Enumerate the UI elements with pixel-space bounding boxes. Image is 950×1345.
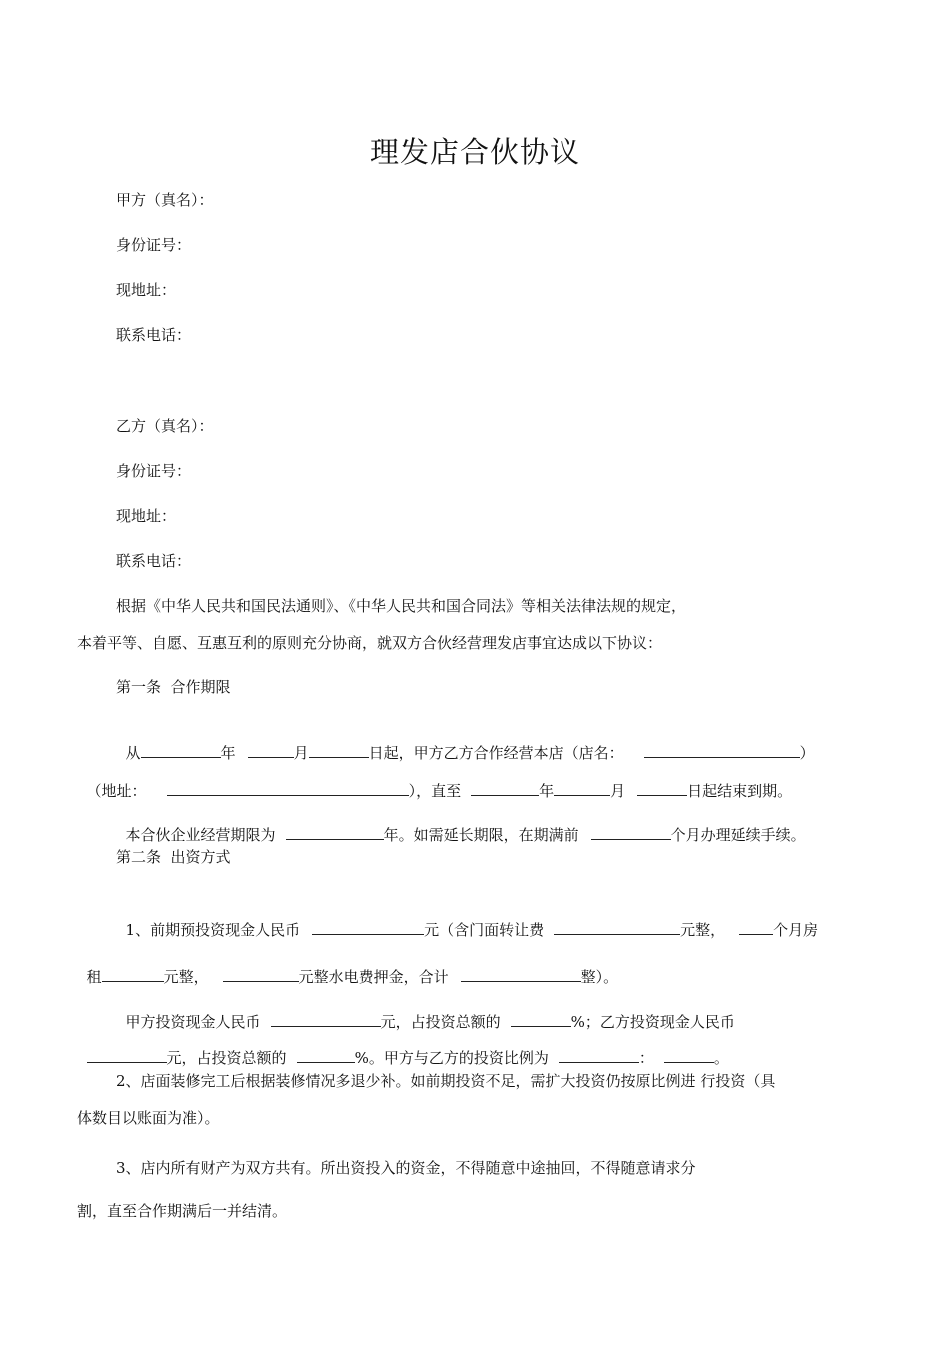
party-b-name-label: 乙方（真名）： xyxy=(116,417,214,435)
article-2-item-2-line-2: 体数目以账面为准）。 xyxy=(77,1109,220,1127)
transfer-fee-blank[interactable] xyxy=(554,920,680,935)
start-month-blank[interactable] xyxy=(248,743,294,758)
term-years-blank[interactable] xyxy=(286,825,384,840)
text-item1-d: 个月房 xyxy=(773,921,819,939)
party-a-address-label: 现地址： xyxy=(116,281,177,299)
text-item1-b: 元（含门面转让费 xyxy=(424,921,545,939)
text-day-start: 日起，甲方乙方合作经营本店（店名： xyxy=(368,744,624,762)
text-renew: 个月办理延续手续。 xyxy=(670,826,806,844)
text-item1-c: 元整， xyxy=(680,921,726,939)
preamble-line-2: 本着平等、自愿、互惠互利的原则充分协商，就双方合伙经营理发店事宜达成以下协议： xyxy=(77,634,663,652)
text-shares-b: 元，占投资总额的 xyxy=(380,1013,501,1031)
end-day-blank[interactable] xyxy=(637,781,687,796)
ratio-a-blank[interactable] xyxy=(559,1048,639,1063)
text-shares-d: 元，占投资总额的 xyxy=(166,1049,287,1067)
text-shares-f: ： xyxy=(638,1049,654,1067)
text-item1-e: 租 xyxy=(86,968,102,986)
sum-total-blank[interactable] xyxy=(461,967,581,982)
text-month: 月 xyxy=(293,744,309,762)
party-b-phone-label: 联系电话： xyxy=(116,552,192,570)
text-day-end: 日起结束到期。 xyxy=(687,782,793,800)
article-2-heading: 第二条 出资方式 xyxy=(116,848,231,866)
party-a-name-label: 甲方（真名）： xyxy=(116,191,214,209)
text-shares-e: %。甲方与乙方的投资比例为 xyxy=(354,1049,549,1067)
preamble-line-1: 根据《中华人民共和国民法通则》、《中华人民共和国合同法》等相关法律法规的规定， xyxy=(116,597,687,615)
article-2-item-1-line-2 xyxy=(77,944,618,988)
ratio-b-blank[interactable] xyxy=(664,1048,714,1063)
text-until: ），直至 xyxy=(408,782,462,800)
text-shares-g: 。 xyxy=(713,1049,729,1067)
text-shares-c: %；乙方投资现金人民币 xyxy=(570,1013,735,1031)
text-close-paren: ） xyxy=(799,744,815,762)
text-shares-a: 甲方投资现金人民币 xyxy=(125,1013,261,1031)
text-extend: 年。如需延长期限，在期满前 xyxy=(383,826,579,844)
renew-months-blank[interactable] xyxy=(591,825,671,840)
start-year-blank[interactable] xyxy=(141,743,221,758)
text-item1-g: 元整水电费押金，合计 xyxy=(298,968,449,986)
party-b-percent-blank[interactable] xyxy=(297,1048,355,1063)
text-term: 本合伙企业经营期限为 xyxy=(125,826,276,844)
party-b-cash-blank[interactable] xyxy=(87,1048,167,1063)
article-1-heading: 第一条 合作期限 xyxy=(116,678,231,696)
text-item1-a: 1、前期预投资现金人民币 xyxy=(125,921,301,939)
party-a-id-label: 身份证号： xyxy=(116,236,192,254)
end-month-blank[interactable] xyxy=(554,781,610,796)
shop-address-blank[interactable] xyxy=(167,781,409,796)
article-2-item-1-line-1 xyxy=(116,897,818,941)
rent-amount-blank[interactable] xyxy=(102,967,164,982)
article-2-shares-line-2 xyxy=(77,1025,729,1069)
text-year: 年 xyxy=(220,744,236,762)
article-1-term-length xyxy=(116,802,806,846)
document-title: 理发店合伙协议 xyxy=(369,135,580,169)
party-a-phone-label: 联系电话： xyxy=(116,326,192,344)
text-from: 从 xyxy=(125,744,141,762)
party-b-id-label: 身份证号： xyxy=(116,462,192,480)
end-year-blank[interactable] xyxy=(471,781,539,796)
article-2-item-2-line-1: 2、店面装修完工后根据装修情况多退少补。如前期投资不足，需扩大投资仍按原比例进 行投资（具 xyxy=(116,1072,776,1090)
rent-months-blank[interactable] xyxy=(739,920,773,935)
article-2-item-3-line-1: 3、店内所有财产为双方共有。所出资投入的资金，不得随意中途抽回，不得随意请求分 xyxy=(116,1159,696,1177)
shop-name-blank[interactable] xyxy=(644,743,800,758)
party-b-address-label: 现地址： xyxy=(116,507,177,525)
total-cash-blank[interactable] xyxy=(312,920,424,935)
text-address-open: （地址： xyxy=(86,782,147,800)
text-item1-f: 元整， xyxy=(163,968,209,986)
text-item1-h: 整）。 xyxy=(580,968,619,986)
text-end-month: 月 xyxy=(610,782,626,800)
text-end-year: 年 xyxy=(539,782,555,800)
deposit-blank[interactable] xyxy=(223,967,299,982)
article-2-item-3-line-2: 割，直至合作期满后一并结清。 xyxy=(77,1202,288,1220)
start-day-blank[interactable] xyxy=(309,743,369,758)
article-1-term-end xyxy=(77,758,792,802)
